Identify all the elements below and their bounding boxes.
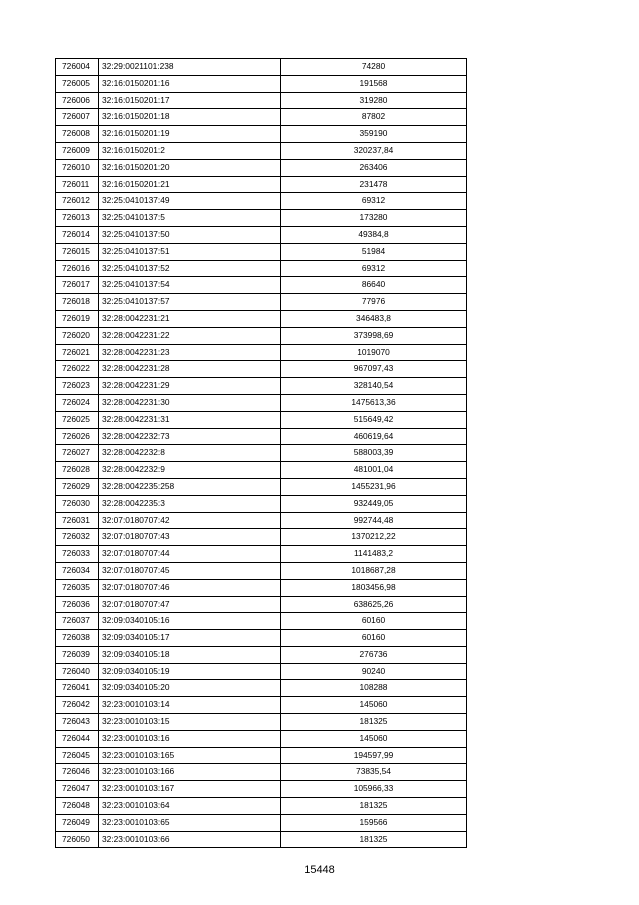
row-number-cell: 726008 [56,126,99,143]
table-row [56,294,467,311]
row-number-cell: 726004 [56,59,99,76]
cadastral-number-cell: 32:23:0010103:16 [99,730,281,747]
value-cell: 1455231,96 [281,478,467,495]
cadastral-number-cell: 32:28:0042231:28 [99,361,281,378]
page-number: 15448 [304,864,335,876]
table-row [56,814,467,831]
cadastral-number-cell: 32:16:0150201:2 [99,142,281,159]
row-number-cell: 726025 [56,411,99,428]
cadastral-number-cell: 32:07:0180707:42 [99,512,281,529]
row-number-cell: 726045 [56,747,99,764]
row-number-cell: 726011 [56,176,99,193]
value-cell: 992744,48 [281,512,467,529]
row-number-cell: 726046 [56,764,99,781]
value-cell: 74280 [281,59,467,76]
table-row [56,394,467,411]
value-cell: 263406 [281,159,467,176]
value-cell: 1475613,36 [281,394,467,411]
value-cell: 460619,64 [281,428,467,445]
value-cell: 51984 [281,243,467,260]
cadastral-number-cell: 32:23:0010103:14 [99,697,281,714]
cadastral-number-cell: 32:07:0180707:44 [99,546,281,563]
cadastral-number-cell: 32:28:0042231:22 [99,327,281,344]
cadastral-number-cell: 32:28:0042235:3 [99,495,281,512]
row-number-cell: 726048 [56,798,99,815]
cadastral-number-cell: 32:16:0150201:16 [99,75,281,92]
table-row [56,747,467,764]
cadastral-number-cell: 32:25:0410137:5 [99,210,281,227]
cadastral-number-cell: 32:28:0042235:258 [99,478,281,495]
table-row [56,109,467,126]
table-row [56,411,467,428]
row-number-cell: 726042 [56,697,99,714]
value-cell: 159566 [281,814,467,831]
row-number-cell: 726050 [56,831,99,848]
row-number-cell: 726023 [56,378,99,395]
table-row [56,59,467,76]
cadastral-number-cell: 32:16:0150201:17 [99,92,281,109]
table-row [56,226,467,243]
value-cell: 932449,05 [281,495,467,512]
table-row [56,142,467,159]
cadastral-number-cell: 32:29:0021101:238 [99,59,281,76]
row-number-cell: 726044 [56,730,99,747]
cadastral-number-cell: 32:23:0010103:65 [99,814,281,831]
row-number-cell: 726047 [56,781,99,798]
value-cell: 145060 [281,697,467,714]
table-row [56,260,467,277]
row-number-cell: 726007 [56,109,99,126]
value-cell: 87802 [281,109,467,126]
row-number-cell: 726035 [56,579,99,596]
row-number-cell: 726029 [56,478,99,495]
table-row [56,378,467,395]
cadastral-number-cell: 32:16:0150201:20 [99,159,281,176]
table-row [56,344,467,361]
table-row [56,277,467,294]
value-cell: 373998,69 [281,327,467,344]
row-number-cell: 726017 [56,277,99,294]
cadastral-number-cell: 32:23:0010103:165 [99,747,281,764]
row-number-cell: 726014 [56,226,99,243]
cadastral-number-cell: 32:16:0150201:21 [99,176,281,193]
table-row [56,126,467,143]
table-row [56,243,467,260]
value-cell: 481001,04 [281,462,467,479]
cadastral-number-cell: 32:09:0340105:17 [99,630,281,647]
value-cell: 1803456,98 [281,579,467,596]
row-number-cell: 726006 [56,92,99,109]
row-number-cell: 726010 [56,159,99,176]
value-cell: 319280 [281,92,467,109]
cadastral-number-cell: 32:25:0410137:51 [99,243,281,260]
value-cell: 1018687,28 [281,562,467,579]
value-cell: 231478 [281,176,467,193]
table-row [56,92,467,109]
value-cell: 69312 [281,260,467,277]
value-cell: 49384,8 [281,226,467,243]
row-number-cell: 726027 [56,445,99,462]
value-cell: 60160 [281,630,467,647]
cadastral-number-cell: 32:23:0010103:66 [99,831,281,848]
cadastral-number-cell: 32:07:0180707:43 [99,529,281,546]
table-row [56,176,467,193]
row-number-cell: 726030 [56,495,99,512]
cadastral-number-cell: 32:23:0010103:167 [99,781,281,798]
table-row [56,495,467,512]
row-number-cell: 726012 [56,193,99,210]
value-cell: 77976 [281,294,467,311]
table-row [56,798,467,815]
value-cell: 181325 [281,831,467,848]
row-number-cell: 726039 [56,646,99,663]
table-row [56,193,467,210]
cadastral-number-cell: 32:28:0042232:8 [99,445,281,462]
value-cell: 515649,42 [281,411,467,428]
row-number-cell: 726026 [56,428,99,445]
row-number-cell: 726009 [56,142,99,159]
cadastral-number-cell: 32:07:0180707:46 [99,579,281,596]
table-row [56,663,467,680]
value-cell: 328140,54 [281,378,467,395]
row-number-cell: 726024 [56,394,99,411]
value-cell: 1141483,2 [281,546,467,563]
value-cell: 181325 [281,714,467,731]
cadastral-number-cell: 32:25:0410137:52 [99,260,281,277]
row-number-cell: 726031 [56,512,99,529]
row-number-cell: 726034 [56,562,99,579]
cadastral-number-cell: 32:09:0340105:16 [99,613,281,630]
cadastral-number-cell: 32:25:0410137:54 [99,277,281,294]
row-number-cell: 726032 [56,529,99,546]
table-row [56,562,467,579]
value-cell: 638625,26 [281,596,467,613]
value-cell: 359190 [281,126,467,143]
value-cell: 145060 [281,730,467,747]
table-body [56,59,467,848]
row-number-cell: 726019 [56,310,99,327]
value-cell: 191568 [281,75,467,92]
cadastral-value-table [55,58,467,848]
value-cell: 173280 [281,210,467,227]
table-row [56,730,467,747]
value-cell: 73835,54 [281,764,467,781]
cadastral-number-cell: 32:25:0410137:50 [99,226,281,243]
value-cell: 967097,43 [281,361,467,378]
cadastral-number-cell: 32:16:0150201:18 [99,109,281,126]
table-row [56,613,467,630]
table-row [56,646,467,663]
value-cell: 346483,8 [281,310,467,327]
row-number-cell: 726015 [56,243,99,260]
row-number-cell: 726037 [56,613,99,630]
cadastral-number-cell: 32:23:0010103:15 [99,714,281,731]
table-row [56,310,467,327]
row-number-cell: 726021 [56,344,99,361]
cadastral-number-cell: 32:28:0042231:31 [99,411,281,428]
cadastral-number-cell: 32:07:0180707:45 [99,562,281,579]
cadastral-number-cell: 32:28:0042231:21 [99,310,281,327]
row-number-cell: 726043 [56,714,99,731]
table-row [56,630,467,647]
row-number-cell: 726049 [56,814,99,831]
table-row [56,327,467,344]
cadastral-number-cell: 32:28:0042232:9 [99,462,281,479]
cadastral-number-cell: 32:28:0042231:29 [99,378,281,395]
cadastral-number-cell: 32:28:0042231:30 [99,394,281,411]
table-row [56,159,467,176]
table-row [56,831,467,848]
table-row [56,781,467,798]
cadastral-number-cell: 32:09:0340105:19 [99,663,281,680]
row-number-cell: 726041 [56,680,99,697]
table-row [56,714,467,731]
table-row [56,210,467,227]
cadastral-number-cell: 32:25:0410137:49 [99,193,281,210]
row-number-cell: 726016 [56,260,99,277]
row-number-cell: 726033 [56,546,99,563]
table-row [56,361,467,378]
row-number-cell: 726022 [56,361,99,378]
table-row [56,75,467,92]
value-cell: 105966,33 [281,781,467,798]
row-number-cell: 726020 [56,327,99,344]
table-row [56,512,467,529]
value-cell: 276736 [281,646,467,663]
value-cell: 588003,39 [281,445,467,462]
value-cell: 86640 [281,277,467,294]
value-cell: 69312 [281,193,467,210]
cadastral-number-cell: 32:23:0010103:166 [99,764,281,781]
cadastral-number-cell: 32:16:0150201:19 [99,126,281,143]
row-number-cell: 726040 [56,663,99,680]
value-cell: 1019070 [281,344,467,361]
row-number-cell: 726005 [56,75,99,92]
table-row [56,764,467,781]
value-cell: 194597,99 [281,747,467,764]
cadastral-number-cell: 32:09:0340105:18 [99,646,281,663]
table-row [56,596,467,613]
table-row [56,445,467,462]
value-cell: 320237,84 [281,142,467,159]
cadastral-number-cell: 32:28:0042232:73 [99,428,281,445]
cadastral-number-cell: 32:25:0410137:57 [99,294,281,311]
row-number-cell: 726028 [56,462,99,479]
cadastral-number-cell: 32:23:0010103:64 [99,798,281,815]
row-number-cell: 726013 [56,210,99,227]
table-row [56,428,467,445]
table-row [56,680,467,697]
value-cell: 181325 [281,798,467,815]
cadastral-number-cell: 32:09:0340105:20 [99,680,281,697]
table-row [56,462,467,479]
table-row [56,546,467,563]
table-row [56,529,467,546]
cadastral-number-cell: 32:28:0042231:23 [99,344,281,361]
table-row [56,697,467,714]
table-row [56,478,467,495]
row-number-cell: 726018 [56,294,99,311]
table-row [56,579,467,596]
row-number-cell: 726038 [56,630,99,647]
value-cell: 108288 [281,680,467,697]
cadastral-number-cell: 32:07:0180707:47 [99,596,281,613]
value-cell: 90240 [281,663,467,680]
row-number-cell: 726036 [56,596,99,613]
value-cell: 1370212,22 [281,529,467,546]
value-cell: 60160 [281,613,467,630]
